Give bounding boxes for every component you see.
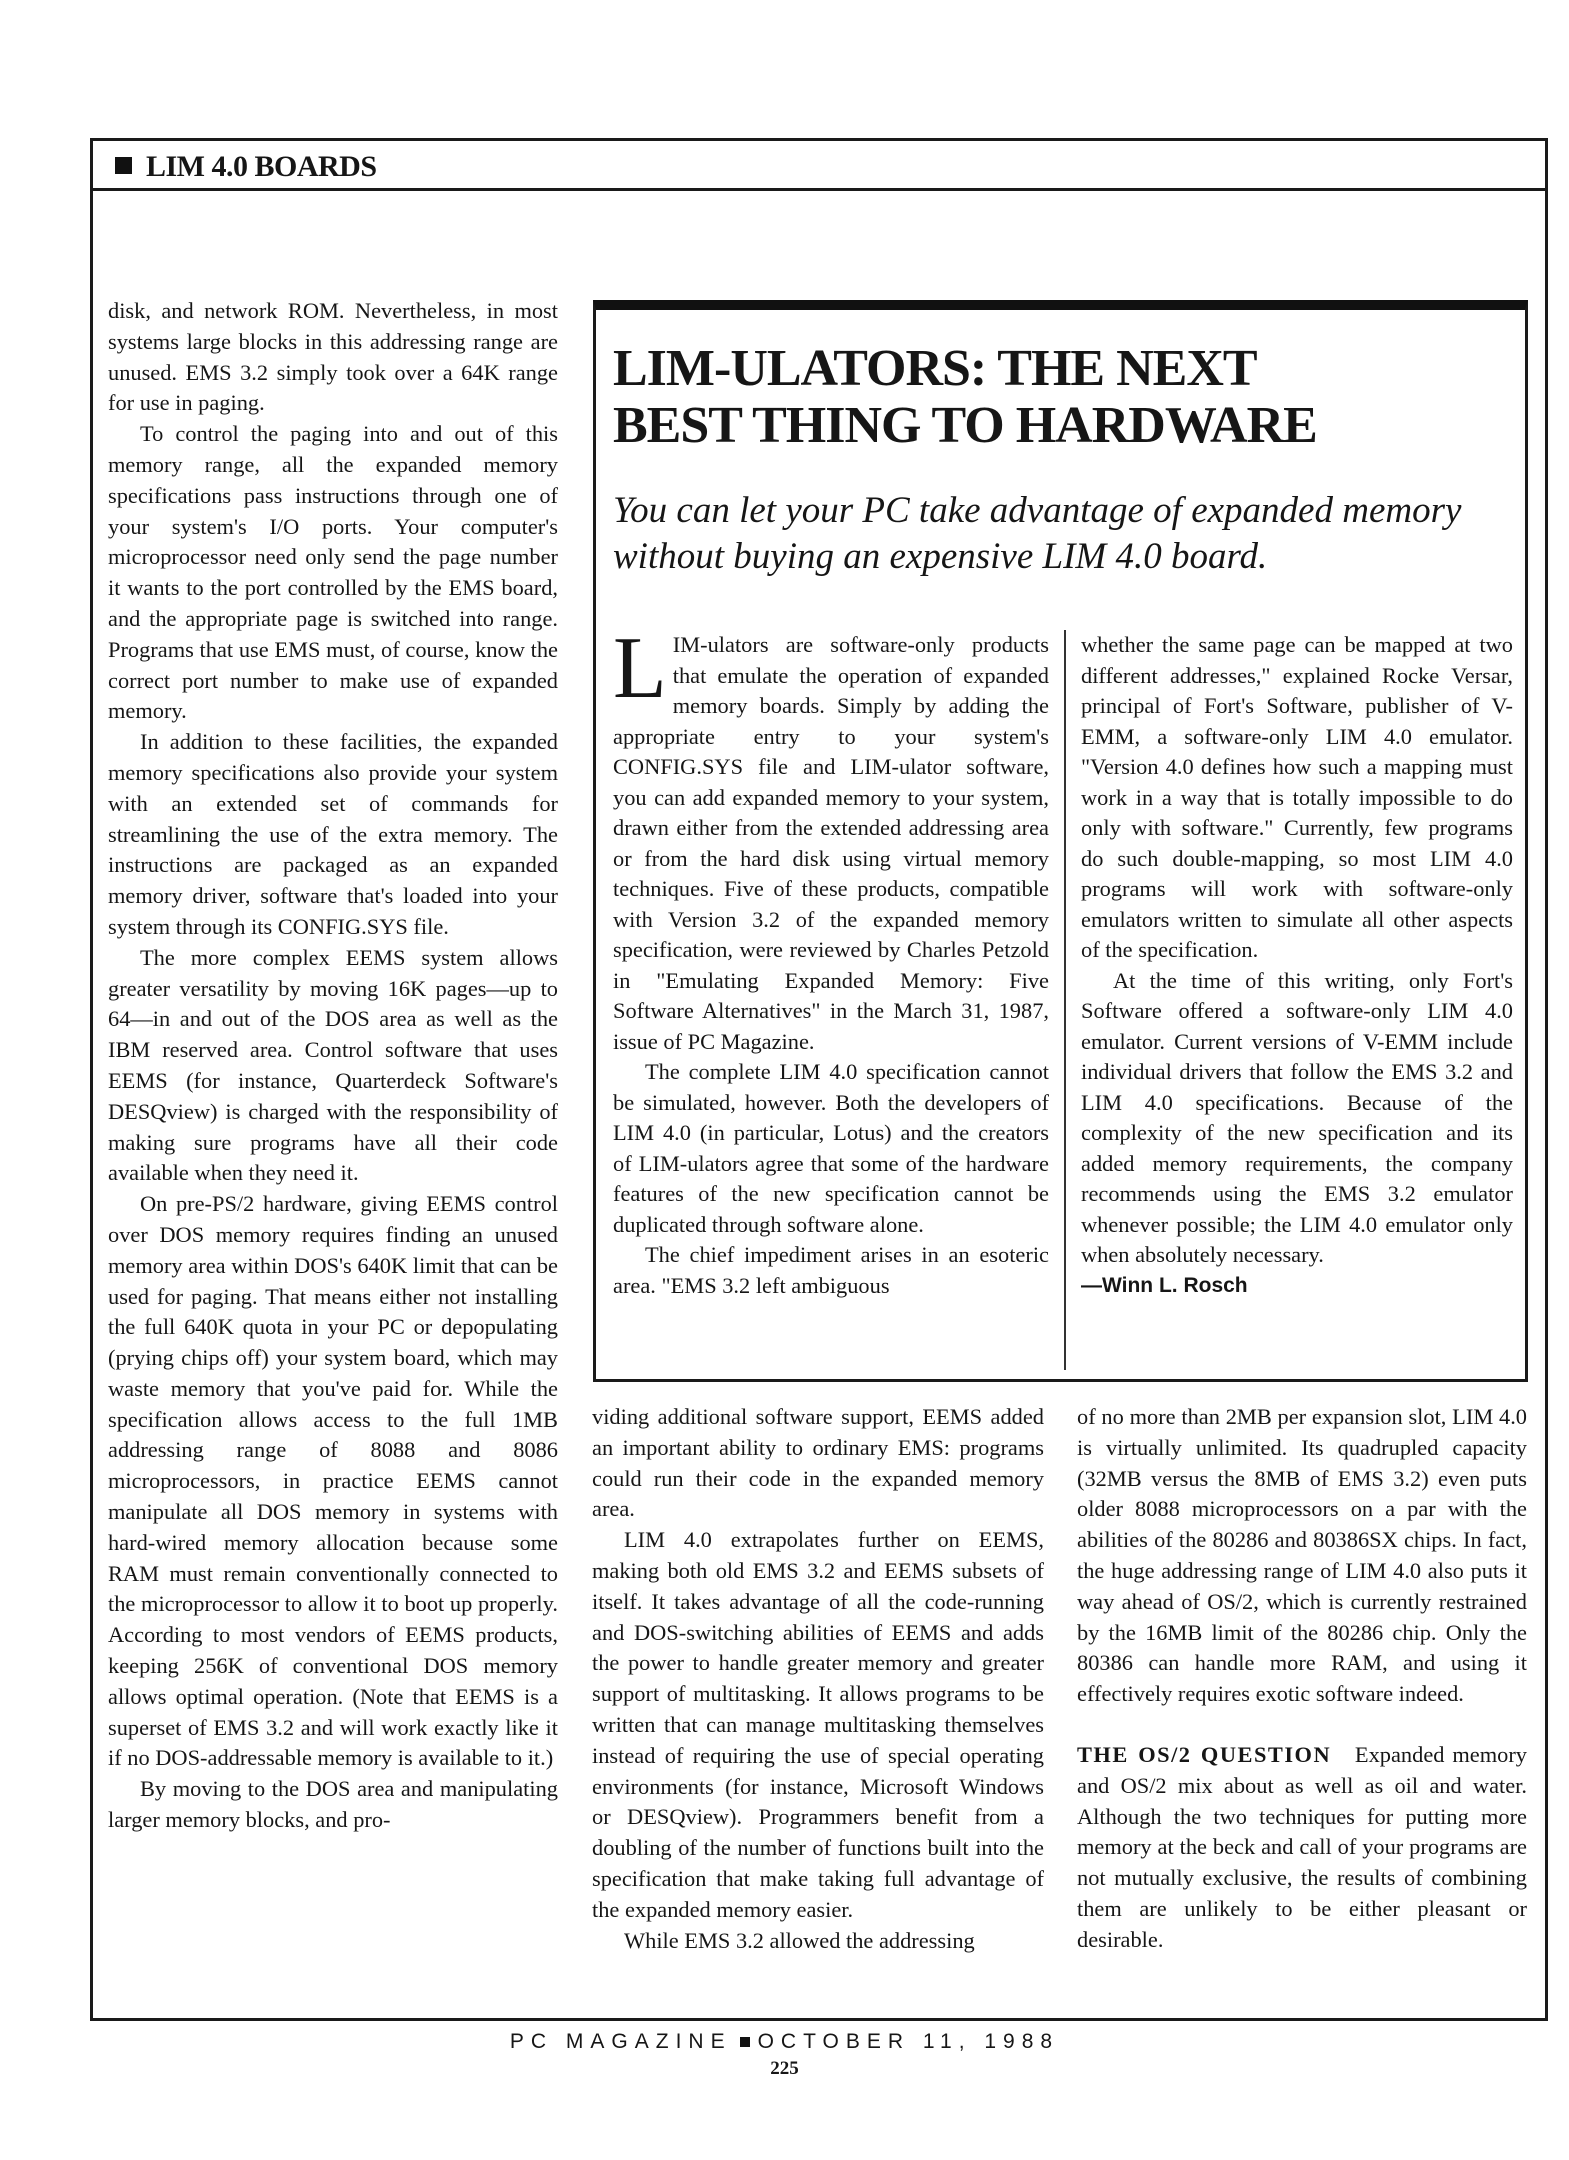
bullet-square-icon bbox=[740, 2037, 750, 2047]
section-label bbox=[115, 150, 377, 184]
paragraph: By moving to the DOS area and manipulating larger memory blocks, and pro- bbox=[108, 1776, 558, 1833]
paragraph: disk, and network ROM. Nevertheless, in most systems large blocks in this addressing range are unused. EMS 3.2 simply took over a 64K range for use in paging. bbox=[108, 298, 558, 416]
paragraph: viding additional software support, EEMS added an important ability to ordinary EMS: programs could run their code in the expanded memory area. bbox=[592, 1404, 1044, 1522]
paragraph: The complete LIM 4.0 specification cannot be simulated, however. Both the developers of LIM 4.0 (in particular, Lotus) and the creators of LIM-ulators agree that some of the hardware features of the new specification cannot be duplicated through software alone. bbox=[613, 1059, 1049, 1237]
byline: —Winn L. Rosch bbox=[1081, 1273, 1248, 1297]
paragraph-text: IM-ulators are software-only products that emulate the operation of expanded memory boards. Simply by adding the appropriate entry to your system's CONFIG.SYS file and LIM-ulator software, you can add expanded memory to your system, drawn either from the extended addressing area or from the hard disk using virtual memory techniques. Five of these products, compatible with Version 3.2 of the expanded memory specification, were reviewed by Charles Petzold in "Emulating Expanded Memory: Five Software Alternatives" in the March 31, 1987, issue of PC Magazine. bbox=[613, 632, 1049, 1054]
paragraph: On pre-PS/2 hardware, giving EEMS control over DOS memory requires finding an unused memory area within DOS's 640K limit that can be used for paging. That means either not installing the full 640K quota in your PC or depopulating (prying chips off) your system board, which may waste memory that you've paid for. While the specification allows access to the full 1MB addressing range of 8088 and 8086 microprocessors, in practice EEMS cannot manipulate all DOS memory in systems with hard-wired memory allocation because some RAM must remain conventionally connected to the microprocessor to allow it to boot up properly. According to most vendors of EEMS products, keeping 256K of conventional DOS memory allows optimal operation. (Note that EEMS is a superset of EMS 3.2 and will work exactly like it if no DOS-addressable memory is available to it.) bbox=[108, 1191, 558, 1771]
issue-date: OCTOBER 11, 1988 bbox=[757, 2030, 1060, 2053]
paragraph: While EMS 3.2 allowed the addressing bbox=[624, 1927, 975, 1953]
paragraph: The more complex EEMS system allows greater versatility by moving 16K pages—up to 64—in and out of the DOS area as well as the IBM reserved area. Control software that uses EEMS (for instance, Quarterdeck Software's DESQview) is charged with the responsibility of making sure programs have all their code available when they need it. bbox=[108, 944, 558, 1186]
footer-folio bbox=[0, 2030, 1569, 2054]
paragraph: LIM 4.0 extrapolates further on EEMS, making both old EMS 3.2 and EEMS subsets of itself. It takes advantage of all the code-running and DOS-switching abilities of EEMS and adds the power to handle greater memory and greater support of multitasking. It allows programs to be written that can manage multitasking themselves instead of requiring the use of special operating environments (for instance, Microsoft Windows or DESQview). Programmers benefit from a doubling of the number of functions built into the specification that make taking full advantage of the expanded memory easier. bbox=[592, 1527, 1044, 1922]
section-label-text: LIM 4.0 BOARDS bbox=[146, 150, 377, 183]
subhead: THE OS/2 QUESTION bbox=[1077, 1741, 1332, 1767]
paragraph bbox=[613, 620, 1049, 1057]
bullet-square-icon bbox=[115, 157, 132, 174]
sidebar-left-column bbox=[613, 620, 1049, 1301]
column-rule bbox=[1064, 630, 1066, 1370]
paragraph: In addition to these facilities, the expanded memory specifications also provide your system with an extended set of commands for streamlining the use of the extra memory. The instructions are packaged as an expanded memory driver, software that's loaded into your system through its CONFIG.SYS file. bbox=[108, 729, 558, 939]
paragraph: To control the paging into and out of this memory range, all the expanded memory specifications pass instructions through one of your system's I/O ports. Your computer's microprocessor need only send the page number it wants to the port controlled by the EMS board, and the appropriate page is switched into range. Programs that use EMS must, of course, know the correct port number to make use of expanded memory. bbox=[108, 421, 558, 724]
paragraph: The chief impediment arises in an esoteric area. "EMS 3.2 left ambiguous bbox=[613, 1242, 1049, 1298]
paragraph: of no more than 2MB per expansion slot, LIM 4.0 is virtually unlimited. Its quadrupled capacity (32MB versus the 8MB of EMS 3.2) even puts older 8088 microprocessors on a par with the abilities of the 80286 and 80386SX chips. In fact, the huge addressing range of LIM 4.0 also puts it way ahead of OS/2, which is currently restrained by the 16MB limit of the 80286 chip. Only the 80386 can handle more RAM, and using it effectively requires exotic software indeed. bbox=[1077, 1404, 1527, 1707]
paragraph bbox=[1077, 1740, 1527, 1956]
right-column bbox=[1077, 1402, 1527, 2022]
paragraph: whether the same page can be mapped at two different addresses," explained Rocke Versar, principal of Fort's Software, publisher of V-EMM, a software-only LIM 4.0 emulator. "Version 4.0 defines how such a mapping must work in a way that is totally impossible to do only with software." Currently, few programs do such double-mapping, so most LIM 4.0 programs will work with software-only emulators written to simulate all other aspects of the specification. bbox=[1081, 632, 1513, 962]
sidebar-box bbox=[593, 300, 1528, 1382]
sidebar-right-column bbox=[1081, 630, 1513, 1301]
drop-cap: L bbox=[613, 620, 667, 717]
paragraph-text: Expanded memory and OS/2 mix about as well as oil and water. Although the two techniques for putting more memory at the beck and call of your programs are not mutually exclusive, the results of combining them are unlikely to be either pleasant or desirable. bbox=[1077, 1741, 1527, 1952]
paragraph: At the time of this writing, only Fort's Software offered a software-only LIM 4.0 emulator. Current versions of V-EMM include individual drivers that follow the EMS 3.2 and LIM 4.0 specifications. Because of the complexity of the new specification and its added memory requirements, the company recommends using the EMS 3.2 emulator whenever possible; the LIM 4.0 emulator only when absolutely necessary. bbox=[1081, 967, 1513, 1267]
left-column bbox=[108, 296, 558, 2021]
page-number: 225 bbox=[770, 2058, 799, 2079]
middle-column bbox=[592, 1402, 1044, 2022]
section-header bbox=[93, 141, 1545, 191]
sidebar-title: LIM-ULATORS: THE NEXT BEST THING TO HARDWARE bbox=[613, 340, 1317, 454]
sidebar-deck: You can let your PC take advantage of expanded memory without buying an expensive LIM 4.0 board. bbox=[613, 490, 1462, 577]
magazine-name: PC MAGAZINE bbox=[509, 2030, 732, 2053]
